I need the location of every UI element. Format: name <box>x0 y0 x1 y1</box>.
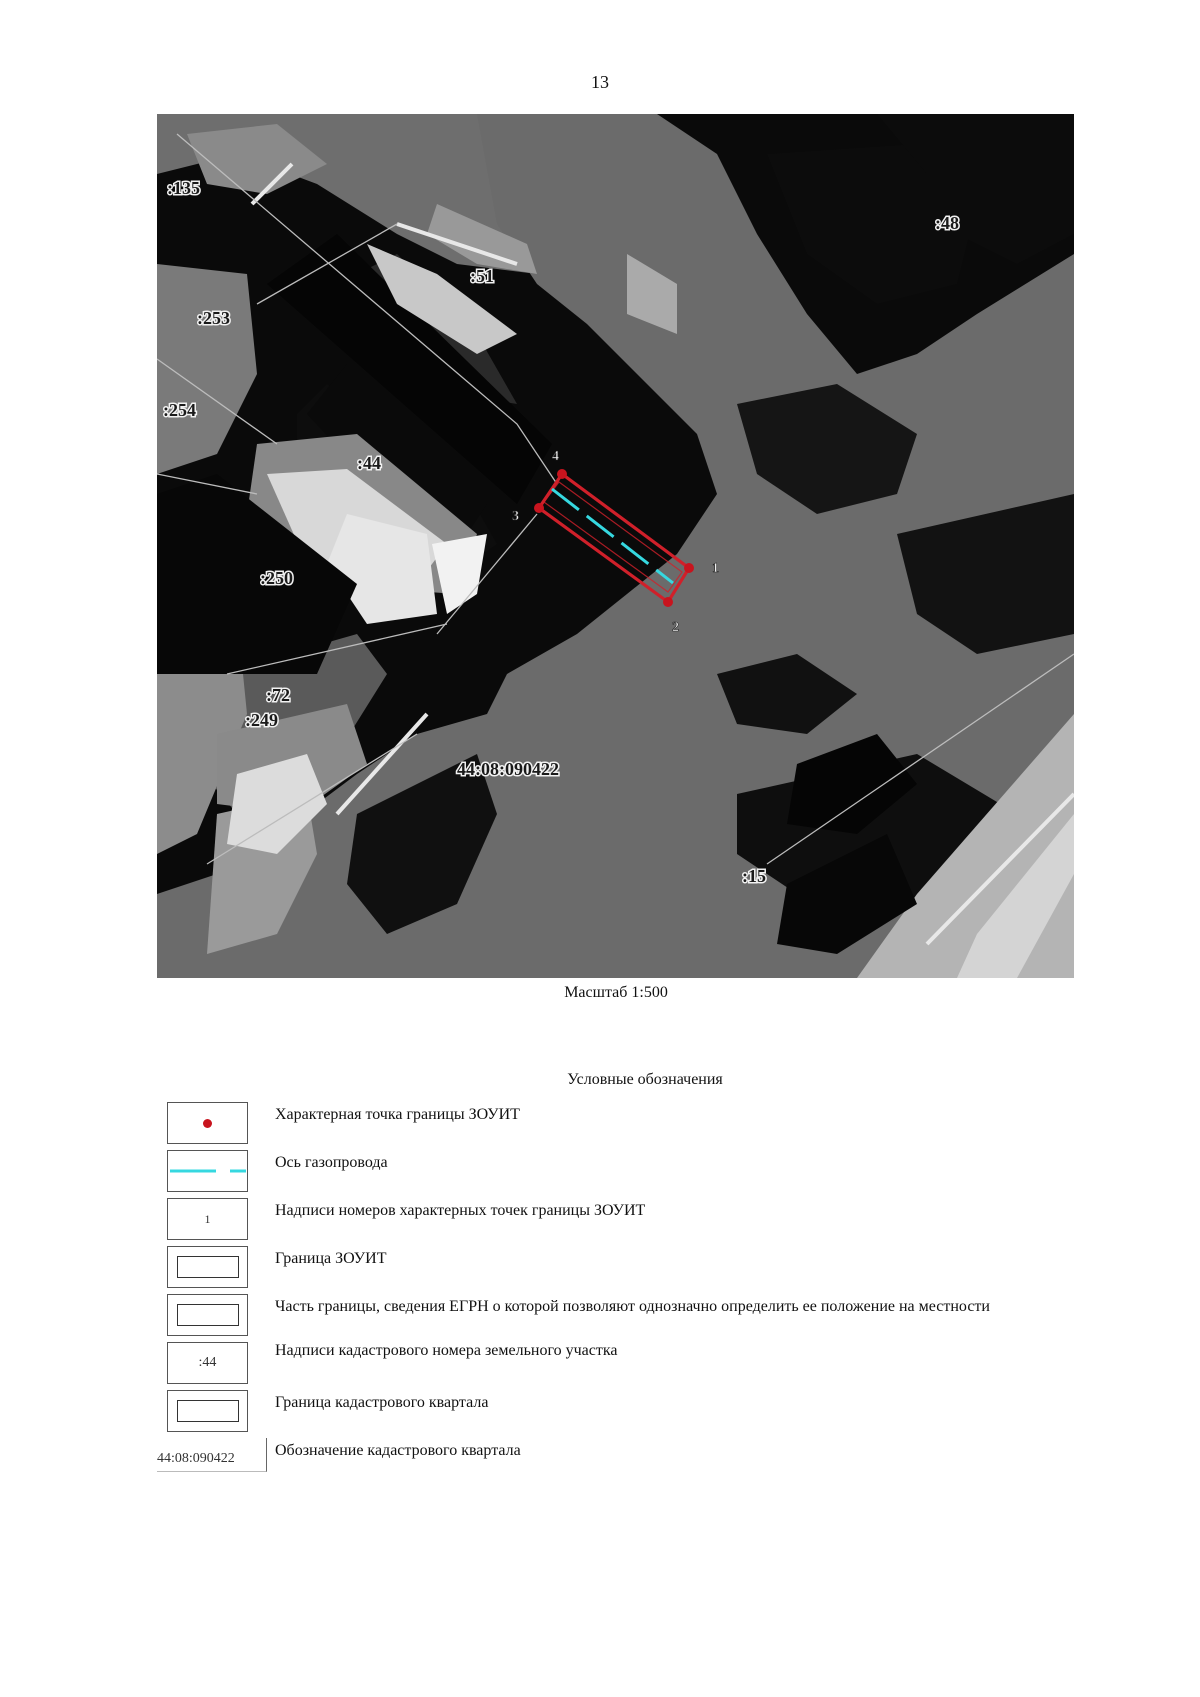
parcel-label-72: :72 <box>266 685 290 705</box>
legend-symbol-box <box>167 1150 248 1192</box>
legend-text: Граница ЗОУИТ <box>275 1250 387 1267</box>
legend-symbol-box <box>167 1342 248 1384</box>
point-label-3: 3 <box>512 509 519 524</box>
zouit-point-1 <box>684 563 694 573</box>
rectangle-symbol <box>177 1256 239 1278</box>
legend-text: Обозначение кадастрового квартала <box>275 1442 521 1459</box>
parcel-label-15: :15 <box>742 866 766 886</box>
quarter-number-symbol: 44:08:090422 <box>157 1438 267 1472</box>
legend-symbol-box <box>167 1294 248 1336</box>
rectangle-symbol <box>177 1304 239 1326</box>
parcel-number-symbol: :44 <box>198 1355 217 1370</box>
legend-symbol-box <box>167 1102 248 1144</box>
point-label-1: 1 <box>712 561 719 576</box>
legend-text: Характерная точка границы ЗОУИТ <box>275 1106 520 1123</box>
point-label-4: 4 <box>552 449 559 464</box>
legend-symbol-box <box>167 1390 248 1432</box>
page-number: 13 <box>591 72 609 92</box>
cadastral-map[interactable] <box>157 114 1074 978</box>
parcel-label-254: :254 <box>163 400 196 420</box>
parcel-label-253: :253 <box>197 308 230 328</box>
legend-text: Надписи номеров характерных точек границы ЗОУИТ <box>275 1202 646 1219</box>
legend-symbol-box <box>167 1198 248 1240</box>
legend-text: Надписи кадастрового номера земельного участка <box>275 1342 618 1359</box>
parcel-label-249: :249 <box>245 710 278 730</box>
legend-title: Условные обозначения <box>567 1071 723 1088</box>
map-image <box>157 114 1074 978</box>
number-symbol: 1 <box>204 1211 211 1226</box>
zouit-point-2 <box>663 597 673 607</box>
point-label-2: 2 <box>672 620 679 635</box>
legend-text: Ось газопровода <box>275 1154 388 1171</box>
rectangle-symbol <box>177 1400 239 1422</box>
legend-text: Граница кадастрового квартала <box>275 1394 489 1411</box>
parcel-label-48: :48 <box>935 213 959 233</box>
scale-caption: Масштаб 1:500 <box>564 984 668 1001</box>
quarter-label: 44:08:090422 <box>457 759 559 779</box>
parcel-label-44: :44 <box>357 453 381 473</box>
parcel-label-51: :51 <box>470 266 494 286</box>
red-dot-symbol <box>203 1119 212 1128</box>
parcel-label-135: :135 <box>167 178 200 198</box>
legend-symbol-box <box>167 1246 248 1288</box>
zouit-point-4 <box>557 469 567 479</box>
zouit-point-3 <box>534 503 544 513</box>
legend-text: Часть границы, сведения ЕГРН о которой позволяют однозначно определить ее положение на местности <box>275 1298 990 1315</box>
parcel-label-250: :250 <box>260 568 293 588</box>
dashed-cyan-line-symbol <box>168 1169 247 1173</box>
